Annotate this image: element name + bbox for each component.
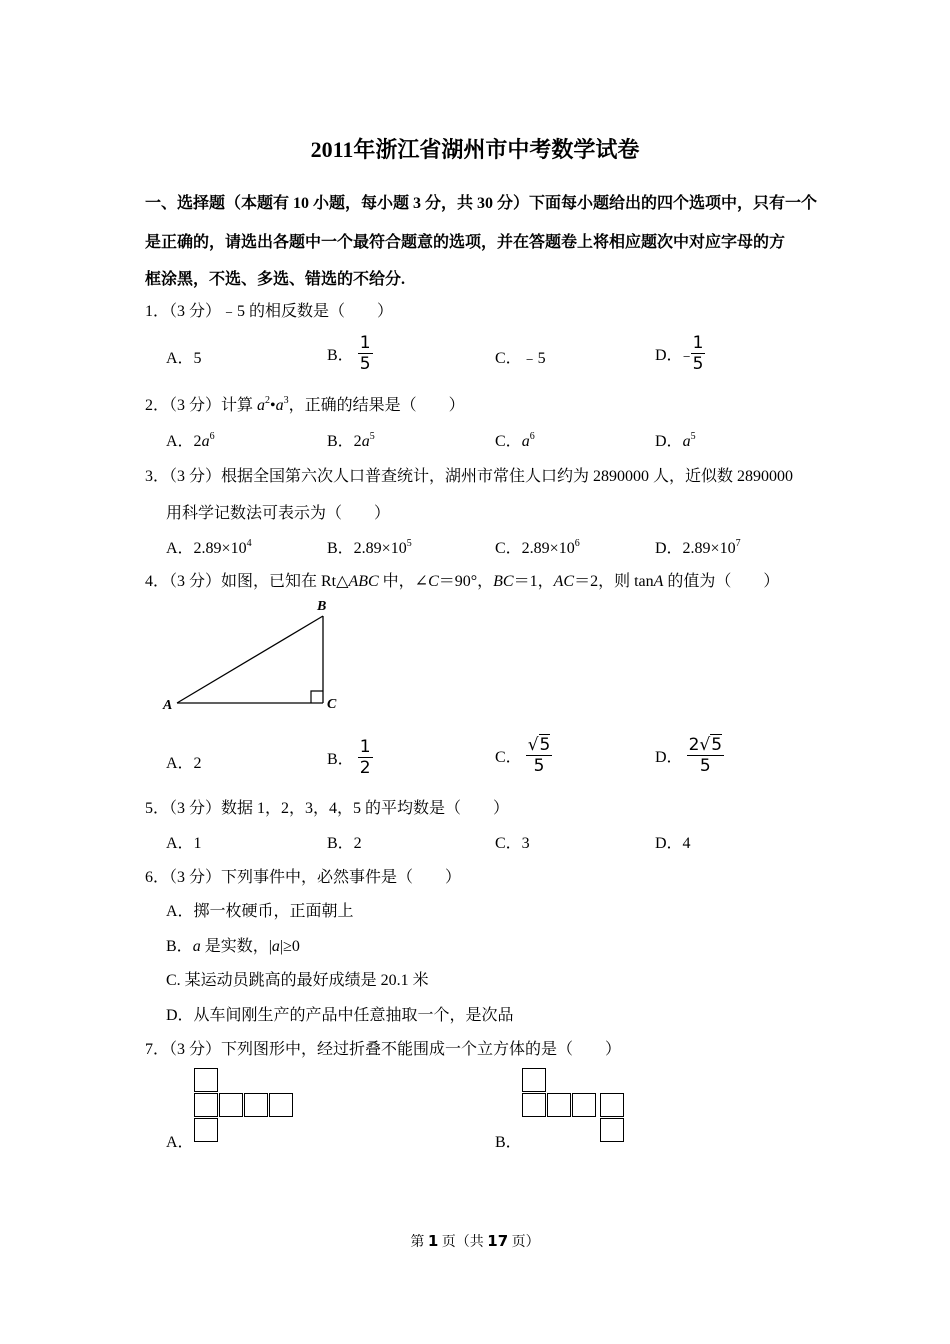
q4-bc: BC xyxy=(493,573,514,590)
net-b-square xyxy=(572,1093,596,1117)
net-b-square xyxy=(522,1093,546,1117)
q2-var: a xyxy=(682,433,691,450)
q4-option-c xyxy=(495,736,552,775)
q7-stem: 7．（3 分）下列图形中，经过折叠不能围成一个立方体的是（ ） xyxy=(145,1041,622,1058)
net-a-square xyxy=(194,1093,218,1117)
q2-option-b-text: B．2 xyxy=(327,433,362,450)
q4-option-d-numerator xyxy=(687,736,725,754)
q5-option-c: C．3 xyxy=(495,835,530,852)
q4-option-b-denominator: 2 xyxy=(359,758,371,778)
page-footer xyxy=(0,1231,950,1251)
q1-option-d xyxy=(655,334,705,373)
footer-text: 页） xyxy=(508,1235,540,1250)
q6-option-d: D．从车间刚生产的产品中任意抽取一个，是次品 xyxy=(166,1007,514,1024)
q4-stem-part: 中，∠ xyxy=(378,573,429,590)
q1-option-d-fraction xyxy=(691,334,706,373)
q6-option-b-mid: 是实数，| xyxy=(200,938,272,955)
q4-abc: ABC xyxy=(348,573,379,590)
q2-var: a xyxy=(257,397,266,414)
q1-stem: 1．（3 分）﹣5 的相反数是（ ） xyxy=(145,303,394,320)
q3-option-a-exp: 4 xyxy=(246,538,252,549)
q1-option-b-numerator: 1 xyxy=(359,333,371,353)
q3-option-b-exp: 5 xyxy=(406,538,412,549)
q4-option-c-fraction xyxy=(526,736,553,775)
q1-option-b-fraction xyxy=(358,334,373,373)
q7-option-a: A． xyxy=(166,1134,194,1151)
q2-var: a xyxy=(361,433,370,450)
q3-option-b-text: B．2.89×10 xyxy=(327,540,407,557)
section-instructions-line-3: 框涂黑，不选、多选、错选的不给分. xyxy=(145,271,406,288)
net-b-square xyxy=(522,1068,546,1092)
net-a-square xyxy=(194,1118,218,1142)
sqrt-symbol: √ xyxy=(699,735,711,755)
q2-stem-text: 2．（3 分）计算 xyxy=(145,397,258,414)
q2-option-a xyxy=(166,428,215,451)
q4-option-a: A．2 xyxy=(166,755,202,772)
q4-option-c-numerator xyxy=(526,736,553,754)
q1-option-d-label: D． xyxy=(655,347,683,364)
net-a-square xyxy=(269,1093,293,1117)
q2-option-b-exp: 5 xyxy=(369,431,375,442)
q3-stem-line-1: 3．（3 分）根据全国第六次人口普查统计，湖州市常住人口约为 2890000 人，近似数 2890000 xyxy=(145,468,794,485)
q6-stem: 6．（3 分）下列事件中，必然事件是（ ） xyxy=(145,869,462,886)
q4-stem-part: ＝90°， xyxy=(438,573,494,590)
net-b-square xyxy=(547,1093,571,1117)
q2-exp-1: 2 xyxy=(265,395,271,406)
q5-option-d: D．4 xyxy=(655,835,691,852)
q4-option-d-denominator: 5 xyxy=(699,756,711,776)
q4-ac: AC xyxy=(553,573,575,590)
q7-option-b: B． xyxy=(495,1134,522,1151)
vertex-label-c: C xyxy=(327,697,337,712)
q3-option-a xyxy=(166,535,252,558)
q2-option-d-exp: 5 xyxy=(690,431,696,442)
q4-option-c-radicand: 5 xyxy=(539,735,551,755)
q4-c: C xyxy=(428,573,439,590)
q3-option-c xyxy=(495,535,580,558)
q4-stem xyxy=(145,568,779,591)
net-a-square xyxy=(194,1068,218,1092)
q6-option-b-tail: |≥0 xyxy=(279,938,300,955)
q1-option-b-denominator: 5 xyxy=(359,354,371,374)
page-title: 2011年浙江省湖州市中考数学试卷 xyxy=(310,137,640,162)
q2-option-c-text: C． xyxy=(495,433,522,450)
net-a-square xyxy=(244,1093,268,1117)
q1-option-b xyxy=(327,334,373,373)
q5-option-b: B．2 xyxy=(327,835,362,852)
q4-stem-part: 4．（3 分）如图，已知在 Rt△ xyxy=(145,573,349,590)
q6-option-a: A．掷一枚硬币，正面朝上 xyxy=(166,903,354,920)
net-a-square xyxy=(219,1093,243,1117)
total-pages: 17 xyxy=(487,1232,509,1250)
triangle-side-ab xyxy=(177,616,323,703)
q6-option-b xyxy=(166,933,300,956)
q1-option-d-denominator: 5 xyxy=(692,354,704,374)
q3-option-c-text: C．2.89×10 xyxy=(495,540,575,557)
q6-option-c: C. 某运动员跳高的最好成绩是 20.1 米 xyxy=(166,972,429,989)
q3-option-d xyxy=(655,535,741,558)
vertex-label-a: A xyxy=(163,698,173,713)
q4-option-d-coefficient: 2 xyxy=(688,735,700,755)
vertex-label-b: B xyxy=(317,599,327,614)
right-angle-mark xyxy=(311,691,323,703)
q2-option-a-text: A．2 xyxy=(166,433,202,450)
q3-option-a-text: A．2.89×10 xyxy=(166,540,247,557)
q4-stem-part: 的值为（ ） xyxy=(663,573,780,590)
q2-option-d xyxy=(655,428,696,451)
q6-var: a xyxy=(192,938,201,955)
q2-dot: • xyxy=(270,397,276,414)
section-instructions-line-1: 一、选择题（本题有 10 小题，每小题 3 分，共 30 分）下面每小题给出的四个选项中，只有一个 xyxy=(145,195,818,212)
q2-exp-2: 3 xyxy=(283,395,289,406)
q6-option-b-label: B． xyxy=(166,938,193,955)
page-number: 1 xyxy=(427,1232,439,1250)
q2-stem xyxy=(145,392,465,415)
q2-option-a-exp: 6 xyxy=(209,431,215,442)
q4-stem-part: ＝1， xyxy=(513,573,554,590)
q5-stem: 5．（3 分）数据 1，2，3，4，5 的平均数是（ ） xyxy=(145,800,510,817)
q4-option-d-radicand: 5 xyxy=(711,735,723,755)
q4-a: A xyxy=(653,573,664,590)
q3-option-b xyxy=(327,535,412,558)
q2-var: a xyxy=(201,433,210,450)
right-triangle-figure xyxy=(160,595,350,715)
q4-stem-part: ＝2，则 tan xyxy=(574,573,654,590)
q2-option-b xyxy=(327,428,375,451)
q3-option-c-exp: 6 xyxy=(574,538,580,549)
q4-option-b-numerator: 1 xyxy=(359,737,371,757)
q4-option-c-label: C． xyxy=(495,749,522,766)
q5-option-a: A．1 xyxy=(166,835,202,852)
q4-option-c-denominator: 5 xyxy=(533,756,545,776)
q4-option-b-fraction xyxy=(358,738,373,777)
q4-option-d-label: D． xyxy=(655,749,683,766)
q2-var: a xyxy=(275,397,284,414)
q1-option-d-sign: ﹣ xyxy=(678,347,695,364)
q2-option-c xyxy=(495,428,535,451)
q3-option-d-text: D．2.89×10 xyxy=(655,540,736,557)
q3-option-d-exp: 7 xyxy=(735,538,741,549)
q6-var: a xyxy=(271,938,280,955)
section-instructions-line-2: 是正确的，请选出各题中一个最符合题意的选项，并在答题卷上将相应题次中对应字母的方 xyxy=(145,234,786,251)
q3-stem-line-2: 用科学记数法可表示为（ ） xyxy=(166,505,391,522)
q1-option-d-numerator: 1 xyxy=(692,333,704,353)
footer-text: 第 xyxy=(410,1235,428,1250)
q2-option-d-text: D． xyxy=(655,433,683,450)
q4-option-b xyxy=(327,738,373,777)
q2-stem-tail: ，正确的结果是（ ） xyxy=(288,397,465,414)
q2-var: a xyxy=(521,433,530,450)
sqrt-symbol: √ xyxy=(527,735,539,755)
net-b-square xyxy=(600,1093,624,1117)
footer-text: 页（共 xyxy=(438,1235,488,1250)
q4-option-d xyxy=(655,736,724,775)
q4-option-b-label: B． xyxy=(327,751,354,768)
q2-option-c-exp: 6 xyxy=(529,431,535,442)
q1-option-c: C．﹣5 xyxy=(495,350,546,367)
q4-option-d-fraction xyxy=(687,736,725,775)
q1-option-a: A．5 xyxy=(166,350,202,367)
net-b-square xyxy=(600,1118,624,1142)
q1-option-b-label: B． xyxy=(327,347,354,364)
